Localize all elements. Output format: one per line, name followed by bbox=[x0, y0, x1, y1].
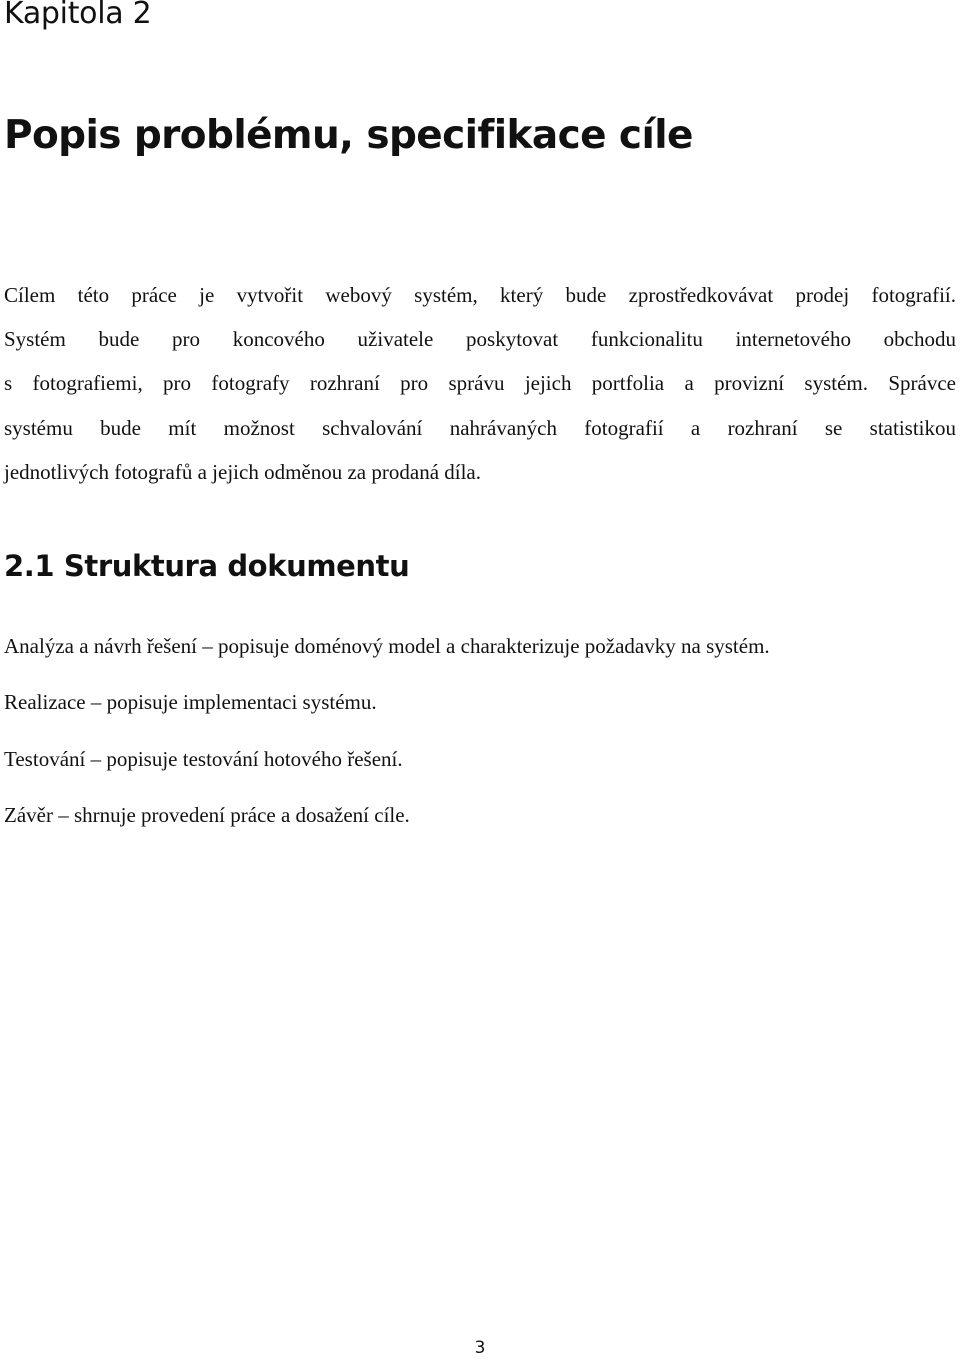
chapter-label: Kapitola 2 bbox=[4, 0, 152, 31]
list-item: Realizace – popisuje implementaci systému. bbox=[4, 690, 377, 715]
list-item: Závěr – shrnuje provedení práce a dosažení cíle. bbox=[4, 802, 410, 827]
chapter-title: Popis problému, specifikace cíle bbox=[4, 113, 693, 158]
list-item: Analýza a návrh řešení – popisuje doménový model a charakterizuje požadavky na systém. bbox=[4, 634, 770, 658]
list-item: Testování – popisuje testování hotového řešení. bbox=[4, 746, 403, 771]
structure-list bbox=[4, 628, 770, 853]
intro-paragraph bbox=[4, 273, 956, 494]
intro-line: Systém bude pro koncového uživatele poskytovat funkcionalitu internetového obchodu bbox=[4, 327, 956, 352]
page-number: 3 bbox=[474, 1338, 486, 1358]
intro-line: s fotografiemi, pro fotografy rozhraní pro správu jejich portfolia a provizní systém. Správce bbox=[4, 371, 956, 396]
intro-line: systému bude mít možnost schvalování nahrávaných fotografií a rozhraní se statistikou bbox=[4, 415, 956, 440]
intro-line: jednotlivých fotografů a jejich odměnou za prodaná díla. bbox=[4, 459, 482, 484]
section-heading: 2.1 Struktura dokumentu bbox=[4, 549, 410, 583]
intro-line: Cílem této práce je vytvořit webový systém, který bude zprostředkovávat prodej fotografií. bbox=[4, 283, 956, 307]
